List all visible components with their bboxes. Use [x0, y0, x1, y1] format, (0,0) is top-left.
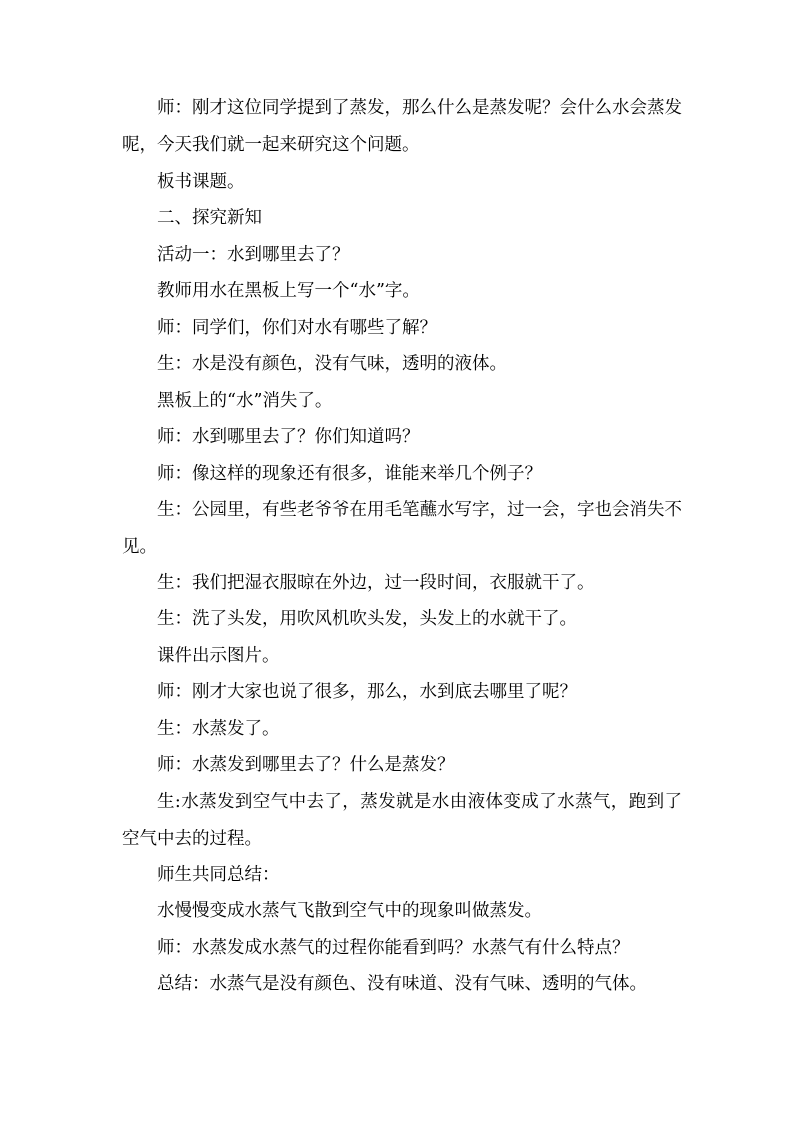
- paragraph-board-title: 板书课题。: [157, 172, 245, 192]
- paragraph: 师：同学们，你们对水有哪些了解？: [157, 318, 437, 338]
- paragraph: 水慢慢变成水蒸气飞散到空气中的现象叫做蒸发。: [157, 901, 542, 921]
- paragraph: 生：我们把湿衣服晾在外边，过一段时间，衣服就干了。: [157, 573, 595, 593]
- paragraph: 教师用水在黑板上写一个“水”字。: [157, 281, 420, 301]
- paragraph-summary: 总结：水蒸气是没有颜色、没有味道、没有气味、透明的气体。: [157, 974, 647, 994]
- paragraph: 师：水蒸发到哪里去了？什么是蒸发？: [157, 755, 455, 775]
- paragraph: 课件出示图片。: [157, 646, 280, 666]
- paragraph-intro: 师：刚才这位同学提到了蒸发，那么什么是蒸发呢？会什么水会蒸发呢，今天我们就一起来研究这个问题。: [122, 98, 682, 155]
- paragraph: 师：水到哪里去了？你们知道吗？: [157, 427, 420, 447]
- paragraph: 生：公园里，有些老爷爷在用毛笔蘸水写字，过一会，字也会消失不见。: [122, 500, 682, 557]
- paragraph: 生：水是没有颜色，没有气味，透明的液体。: [157, 354, 507, 374]
- activity-heading: 活动一：水到哪里去了？: [157, 245, 350, 265]
- paragraph: 生：水蒸发了。: [157, 719, 280, 739]
- paragraph: 师：刚才大家也说了很多，那么，水到底去哪里了呢？: [157, 682, 577, 702]
- paragraph: 黑板上的“水”消失了。: [157, 391, 333, 411]
- paragraph: 生：洗了头发，用吹风机吹头发，头发上的水就干了。: [157, 609, 577, 629]
- section-heading: 二、探究新知: [157, 208, 262, 228]
- paragraph: 师：像这样的现象还有很多，谁能来举几个例子？: [157, 464, 542, 484]
- paragraph: 师：水蒸发成水蒸气的过程你能看到吗？水蒸气有什么特点？: [157, 938, 630, 958]
- paragraph: 生:水蒸发到空气中去了，蒸发就是水由液体变成了水蒸气，跑到了空气中去的过程。: [122, 792, 682, 849]
- paragraph: 师生共同总结：: [157, 865, 280, 885]
